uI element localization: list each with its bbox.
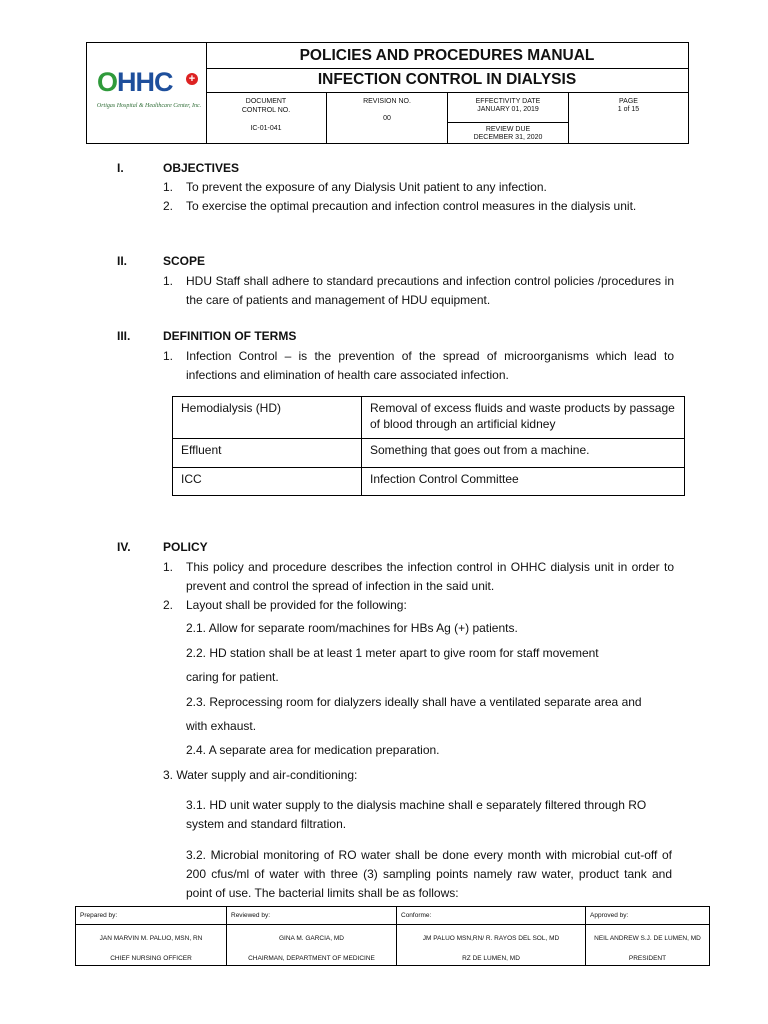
prepared-title: CHIEF NURSING OFFICER: [76, 951, 227, 966]
table-row: [173, 397, 685, 439]
sub-item: caring for patient.: [186, 670, 279, 684]
table-row: [76, 907, 710, 925]
conforme-name: JM PALUO MSN,RN/ R. RAYOS DEL SOL, MD: [397, 925, 586, 952]
logo-subtitle: Ortigas Hospital & Healthcare Center, Inc.: [96, 103, 202, 109]
definitions-table: [172, 396, 685, 496]
sub-item: with exhaust.: [186, 719, 257, 733]
effectivity-cell: EFFECTIVITY DATE JANUARY 01, 2019 REVIEW DUE DECEMBER 31, 2020: [448, 92, 569, 143]
approval-footer: [75, 906, 710, 966]
term-cell: Effluent: [173, 439, 362, 468]
sub-item: 2.2. HD station shall be at least 1 meter apart to give room for staff movement: [186, 646, 599, 660]
manual-title: POLICIES AND PROCEDURES MANUAL: [206, 43, 688, 69]
document-title: INFECTION CONTROL IN DIALYSIS: [206, 68, 688, 93]
term-cell: Hemodialysis (HD): [173, 397, 362, 439]
section-title: POLICY: [163, 540, 208, 554]
definition-cell: Infection Control Committee: [362, 468, 685, 496]
list-item: Layout shall be provided for the following:: [186, 598, 407, 612]
water-heading: 3. Water supply and air-conditioning:: [163, 768, 358, 782]
section-number: III.: [117, 329, 131, 343]
doc-control-cell: DOCUMENT CONTROL NO. IC-01-041: [206, 92, 327, 143]
sub-item: 2.3. Reprocessing room for dialyzers ideally shall have a ventilated separate area and: [186, 695, 642, 709]
approved-name: NEIL ANDREW S.J. DE LUMEN, MD: [586, 925, 710, 952]
sub-item: 2.1. Allow for separate room/machines for HBs Ag (+) patients.: [186, 621, 518, 635]
term-cell: ICC: [173, 468, 362, 496]
reviewed-label: Reviewed by:: [227, 907, 397, 925]
table-row: [173, 468, 685, 496]
conforme-title: RZ DE LUMEN, MD: [397, 951, 586, 966]
section-title: OBJECTIVES: [163, 161, 240, 175]
list-item: To prevent the exposure of any Dialysis Unit patient to any infection.: [186, 180, 547, 194]
definition-cell: Removal of excess fluids and waste products by passage of blood through an artificial kidney: [362, 397, 685, 439]
section-number: II.: [117, 254, 128, 268]
reviewed-title: CHAIRMAN, DEPARTMENT OF MEDICINE: [227, 951, 397, 966]
prepared-label: Prepared by:: [76, 907, 227, 925]
revision-cell: REVISION NO. 00: [327, 92, 448, 143]
reviewed-name: GINA M. GARCIA, MD: [227, 925, 397, 952]
page-cell: PAGE 1 of 15: [617, 98, 640, 113]
red-cross-icon: +: [186, 73, 198, 85]
logo-cell: [87, 43, 207, 143]
list-item: To exercise the optimal precaution and infection control measures in the dialysis unit.: [186, 199, 637, 213]
section-number: I.: [117, 161, 124, 175]
sub-item: 2.4. A separate area for medication preparation.: [186, 743, 440, 757]
ohhc-logo: OHHC + Ortigas Hospital & Healthcare Center, Inc.: [93, 67, 201, 117]
definition-cell: Something that goes out from a machine.: [362, 439, 685, 468]
table-row: [173, 439, 685, 468]
sub-item: 3.1. HD unit water supply to the dialysis machine shall e separately filtered through RO system and standard filtration.: [186, 798, 647, 831]
list-item: Infection Control – is the prevention of the spread of microorganisms which lead to infections and elimination of health care associated infection.: [186, 349, 674, 382]
table-row: [76, 951, 710, 966]
section-title: SCOPE: [163, 254, 206, 268]
approved-label: Approved by:: [586, 907, 710, 925]
document-header: [86, 42, 689, 144]
section-title: DEFINITION OF TERMS: [163, 329, 297, 343]
list-item: HDU Staff shall adhere to standard precautions and infection control policies /procedures in the care of patients and management of HDU equipment.: [186, 274, 674, 307]
table-row: [76, 925, 710, 952]
conforme-label: Conforme:: [397, 907, 586, 925]
list-item: This policy and procedure describes the infection control in OHHC dialysis unit in order to prevent and control the spread of infection in the said unit.: [186, 560, 674, 593]
section-number: IV.: [117, 540, 131, 554]
prepared-name: JAN MARVIN M. PALUO, MSN, RN: [76, 925, 227, 952]
approved-title: PRESIDENT: [586, 951, 710, 966]
sub-item: 3.2. Microbial monitoring of RO water shall be done every month with microbial cut-off of 200 cfus/ml of water with three (3) sampling points namely raw water, product tank and point of use. The bacterial limits shall be as follows:: [186, 848, 672, 900]
